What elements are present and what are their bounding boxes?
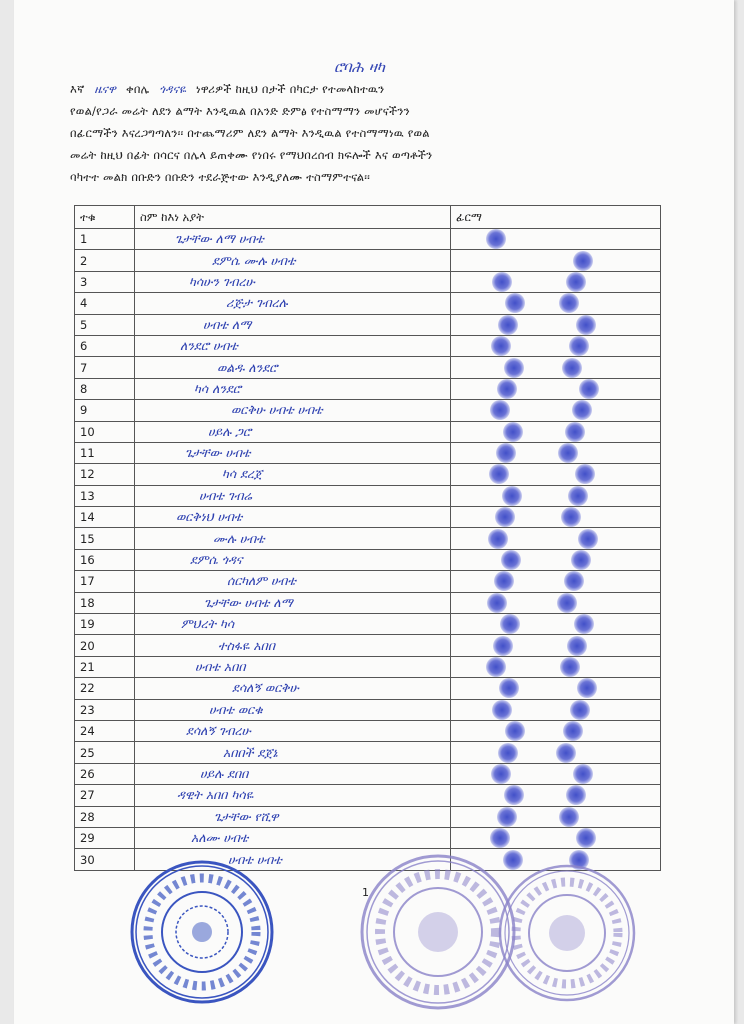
table-row	[75, 549, 661, 570]
signature-cell	[451, 549, 661, 570]
row-number: 4	[75, 293, 135, 314]
header-signature: ፊርማ	[451, 206, 661, 229]
fingerprint-mark	[502, 486, 522, 506]
table-row	[75, 293, 661, 314]
resident-name: ጌታቸው ሀብቴ	[135, 442, 451, 463]
signature-cell	[451, 528, 661, 549]
resident-name: ዳዊት አበበ ካሳዬ	[135, 785, 451, 806]
handwritten-note: ሮባሕ ዛካ	[334, 58, 385, 76]
row-number: 6	[75, 335, 135, 356]
signature-cell	[451, 827, 661, 848]
table-row	[75, 635, 661, 656]
row-number: 29	[75, 827, 135, 848]
resident-name: ተስፋዬ አበበ	[135, 635, 451, 656]
row-number: 11	[75, 442, 135, 463]
resident-name: ደሳለኝ ወርቅሁ	[135, 678, 451, 699]
fingerprint-mark	[566, 785, 586, 805]
row-number: 5	[75, 314, 135, 335]
fingerprint-mark	[558, 443, 578, 463]
table-row	[75, 271, 661, 292]
resident-name: ሀብቴ ሀብቴ	[135, 849, 451, 870]
row-number: 20	[75, 635, 135, 656]
header-number: ተቁ	[75, 206, 135, 229]
signature-cell	[451, 763, 661, 784]
resident-name: ለንደሮ ሀብቴ	[135, 335, 451, 356]
fingerprint-mark	[569, 336, 589, 356]
table-row	[75, 528, 661, 549]
resident-name: ካሳ ደረጀ	[135, 464, 451, 485]
fingerprint-mark	[490, 400, 510, 420]
fingerprint-mark	[505, 293, 525, 313]
resident-name: ሀብቴ ወርቁ	[135, 699, 451, 720]
resident-name: ደምሴ ጎዳና	[135, 549, 451, 570]
fingerprint-mark	[497, 807, 517, 827]
fingerprint-mark	[562, 358, 582, 378]
fingerprint-mark	[566, 272, 586, 292]
table-row	[75, 314, 661, 335]
resident-name: ሙሉ ሀብቴ	[135, 528, 451, 549]
table-row	[75, 678, 661, 699]
fingerprint-mark	[576, 315, 596, 335]
signature-cell	[451, 293, 661, 314]
table-row	[75, 785, 661, 806]
table-row	[75, 614, 661, 635]
row-number: 25	[75, 742, 135, 763]
fingerprint-mark	[574, 614, 594, 634]
table-row	[75, 806, 661, 827]
fingerprint-mark	[570, 700, 590, 720]
resident-name: ሰርካለም ሀብቴ	[135, 571, 451, 592]
table-row	[75, 571, 661, 592]
signature-cell	[451, 335, 661, 356]
signature-cell	[451, 271, 661, 292]
resident-name: ሀብቴ ለማ	[135, 314, 451, 335]
fingerprint-mark	[501, 550, 521, 570]
resident-name: ጌታቸው የሺዋ	[135, 806, 451, 827]
fingerprint-mark	[564, 571, 584, 591]
fingerprint-mark	[561, 507, 581, 527]
signature-cell	[451, 656, 661, 677]
signature-cell	[451, 229, 661, 250]
row-number: 17	[75, 571, 135, 592]
resident-name: ምህረት ካሳ	[135, 614, 451, 635]
fingerprint-mark	[505, 721, 525, 741]
resident-name: ካሳሁን ገብረሁ	[135, 271, 451, 292]
table-row	[75, 699, 661, 720]
fingerprint-mark	[491, 336, 511, 356]
table-row	[75, 485, 661, 506]
signature-cell	[451, 421, 661, 442]
row-number: 24	[75, 720, 135, 741]
signature-cell	[451, 720, 661, 741]
filled-name-2: ጎዳናዬ	[153, 78, 192, 100]
fingerprint-mark	[568, 486, 588, 506]
fingerprint-mark	[563, 721, 583, 741]
filled-name-1: ዜናዋ	[88, 78, 122, 100]
fingerprint-mark	[488, 529, 508, 549]
fingerprint-mark	[504, 358, 524, 378]
declaration-line-2: የወል/የጋራ መሬት ለደን ልማት እንዲዉል በአንድ ድምፅ የተስማማን መሆናችንን	[70, 104, 410, 118]
fingerprint-mark	[572, 400, 592, 420]
signature-cell	[451, 678, 661, 699]
resident-name: ሀብቴ አበበ	[135, 656, 451, 677]
signature-cell	[451, 400, 661, 421]
fingerprint-mark	[486, 229, 506, 249]
fingerprint-mark	[500, 614, 520, 634]
fingerprint-mark	[491, 764, 511, 784]
fingerprint-mark	[498, 743, 518, 763]
row-number: 19	[75, 614, 135, 635]
fingerprint-mark	[492, 272, 512, 292]
fingerprint-mark	[571, 550, 591, 570]
row-number: 21	[75, 656, 135, 677]
resident-name: ካሳ ለንደሮ	[135, 378, 451, 399]
declaration-line-4: መሬት ከዚህ በፊት በሳርና በሌላ ይጠቀሙ የነበሩ የማህበረሰብ ክፍሎች እና ወጣቶችን	[70, 148, 433, 162]
table-row	[75, 656, 661, 677]
fingerprint-mark	[487, 593, 507, 613]
resident-name: ጌታቸው ሀብቴ ለማ	[135, 592, 451, 613]
row-number: 14	[75, 507, 135, 528]
row-number: 16	[75, 549, 135, 570]
table-header-row	[75, 206, 661, 229]
fingerprint-mark	[495, 507, 515, 527]
signature-cell	[451, 614, 661, 635]
table-body	[75, 229, 661, 871]
declaration-line-1: እኛ ዜናዋ ቀበሌ ጎዳናዬ ነዋሪዎች ከዚህ በታች በካርታ የተመላከተዉን	[70, 78, 666, 100]
row-number: 23	[75, 699, 135, 720]
table-row	[75, 827, 661, 848]
signature-cell	[451, 806, 661, 827]
fingerprint-mark	[556, 743, 576, 763]
table-row	[75, 335, 661, 356]
declaration-line-3: በፊርማችን እናረጋግጣለን፡፡ በተጨማሪም ለደን ልማት እንዲዉል የተስማማነዉ የወል	[70, 126, 430, 140]
row-number: 7	[75, 357, 135, 378]
fingerprint-mark	[559, 807, 579, 827]
row-number: 12	[75, 464, 135, 485]
signature-cell	[451, 571, 661, 592]
signature-cell	[451, 442, 661, 463]
table-row	[75, 421, 661, 442]
fingerprint-mark	[499, 678, 519, 698]
fingerprint-mark	[573, 764, 593, 784]
signature-cell	[451, 464, 661, 485]
table-row	[75, 720, 661, 741]
row-number: 9	[75, 400, 135, 421]
fingerprint-mark	[578, 529, 598, 549]
resident-name: አበበች ደጀኔ	[135, 742, 451, 763]
page-number: 1	[362, 886, 369, 899]
resident-name: አለሙ ሀብቴ	[135, 827, 451, 848]
fingerprint-mark	[579, 379, 599, 399]
table-row	[75, 229, 661, 250]
resident-name: ሀይሉ ጋሮ	[135, 421, 451, 442]
fingerprint-mark	[559, 293, 579, 313]
signature-cell	[451, 785, 661, 806]
row-number: 22	[75, 678, 135, 699]
signature-cell	[451, 507, 661, 528]
table-row	[75, 250, 661, 271]
table-row	[75, 378, 661, 399]
fingerprint-mark	[557, 593, 577, 613]
table-row	[75, 357, 661, 378]
resident-name: ሀይሉ ደበበ	[135, 763, 451, 784]
fingerprint-mark	[496, 443, 516, 463]
resident-name: ሪጅታ ገብረሉ	[135, 293, 451, 314]
table-row	[75, 592, 661, 613]
fingerprint-mark	[490, 828, 510, 848]
row-number: 27	[75, 785, 135, 806]
row-number: 10	[75, 421, 135, 442]
row-number: 1	[75, 229, 135, 250]
row-number: 30	[75, 849, 135, 870]
fingerprint-mark	[486, 657, 506, 677]
table-row	[75, 507, 661, 528]
declaration-text	[70, 78, 666, 188]
row-number: 8	[75, 378, 135, 399]
signature-cell	[451, 314, 661, 335]
official-stamp-left	[128, 858, 276, 1006]
row-number: 2	[75, 250, 135, 271]
fingerprint-mark	[492, 700, 512, 720]
fingerprint-mark	[560, 657, 580, 677]
fingerprint-mark	[489, 464, 509, 484]
table-row	[75, 464, 661, 485]
signature-cell	[451, 635, 661, 656]
fingerprint-mark	[576, 828, 596, 848]
fingerprint-mark	[575, 464, 595, 484]
fingerprint-mark	[504, 785, 524, 805]
signature-cell	[451, 742, 661, 763]
signature-cell	[451, 592, 661, 613]
fingerprint-mark	[565, 422, 585, 442]
resident-name: ወርቅነህ ሀብቴ	[135, 507, 451, 528]
signature-cell	[451, 378, 661, 399]
resident-name: ጌታቸው ለማ ሀብቴ	[135, 229, 451, 250]
fingerprint-mark	[567, 636, 587, 656]
signature-cell	[451, 250, 661, 271]
declaration-line-5: ባካተተ መልክ በቡድን በቡድን ተደራጅተው እንዲያለሙ ተስማምተናል፡፡	[70, 170, 371, 184]
resident-name: ደሳለኝ ገብረሁ	[135, 720, 451, 741]
resident-name: ወልዱ ለንደሮ	[135, 357, 451, 378]
signature-cell	[451, 357, 661, 378]
official-stamp-center	[358, 852, 518, 1012]
table-row	[75, 763, 661, 784]
row-number: 13	[75, 485, 135, 506]
row-number: 26	[75, 763, 135, 784]
fingerprint-mark	[493, 636, 513, 656]
signature-cell	[451, 485, 661, 506]
resident-name: ሀብቴ ገብሬ	[135, 485, 451, 506]
row-number: 28	[75, 806, 135, 827]
table-row	[75, 442, 661, 463]
fingerprint-mark	[577, 678, 597, 698]
signature-table	[74, 205, 661, 871]
resident-name: ደምሴ ሙሉ ሀብቴ	[135, 250, 451, 271]
table-row	[75, 742, 661, 763]
fingerprint-mark	[497, 379, 517, 399]
resident-name: ወርቅሁ ሀብቴ ሀብቴ	[135, 400, 451, 421]
row-number: 15	[75, 528, 135, 549]
table-row	[75, 400, 661, 421]
fingerprint-mark	[494, 571, 514, 591]
row-number: 3	[75, 271, 135, 292]
fingerprint-mark	[498, 315, 518, 335]
signature-cell	[451, 699, 661, 720]
fingerprint-mark	[503, 422, 523, 442]
fingerprint-mark	[573, 251, 593, 271]
official-stamp-right	[496, 862, 638, 1004]
row-number: 18	[75, 592, 135, 613]
header-name: ስም ከእነ አያት	[135, 206, 451, 229]
